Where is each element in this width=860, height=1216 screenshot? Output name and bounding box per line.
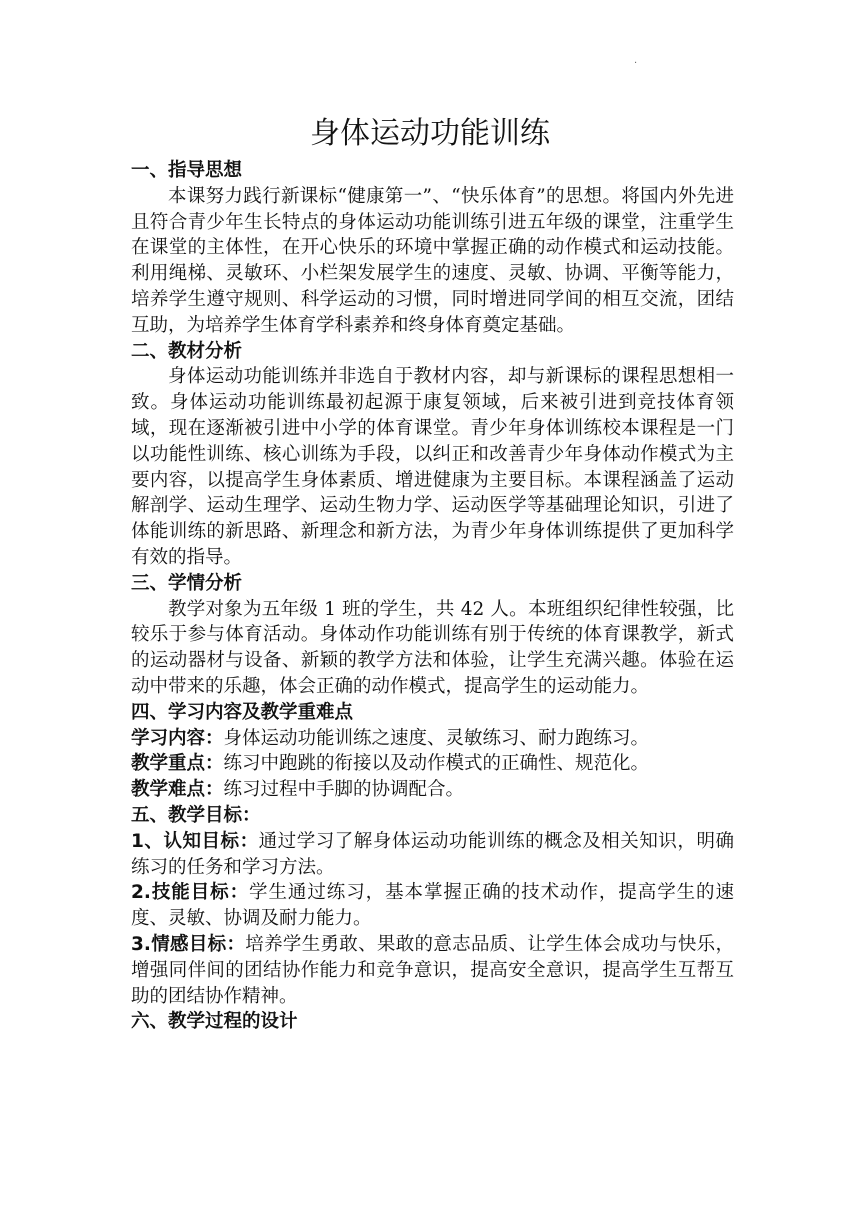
goal-item-label: 3.情感目标： [131, 933, 246, 955]
section-heading-content: 四、学习内容及教学重难点 [131, 701, 354, 723]
section-heading-students: 三、学情分析 [131, 572, 243, 594]
goal-item-affective [131, 932, 734, 1009]
section-heading-goals: 五、教学目标： [131, 804, 261, 826]
content-item-label: 教学重点： [131, 753, 224, 775]
section-heading-process: 六、教学过程的设计 [131, 1011, 298, 1033]
content-item-text: 身体运动功能训练之速度、灵敏练习、耐力跑练习。 [223, 727, 650, 749]
content-item-learning [131, 726, 734, 752]
content-item-label: 教学难点： [131, 779, 224, 801]
section-heading-material: 二、教材分析 [131, 340, 243, 362]
content-item-label: 学习内容： [131, 727, 224, 749]
section-body-students: 教学对象为五年级 1 班的学生，共 42 人。本班组织纪律性较强，比较乐于参与体育活动。身体动作功能训练有别于传统的体育课教学，新式的运动器材与设备、新颖的教学方法和体验，让学生充满兴趣。体验在运动中带来的乐趣，体会正确的动作模式，提高学生的运动能力。 [131, 598, 734, 697]
document-body [131, 158, 734, 1035]
goal-item-label: 1、认知目标： [131, 830, 259, 852]
content-item-text: 练习过程中手脚的协调配合。 [223, 779, 465, 801]
page-corner-mark: · [634, 58, 638, 69]
goal-item-label: 2.技能目标： [131, 882, 250, 904]
section-body-guiding: 本课努力践行新课标“健康第一”、“快乐体育”的思想。将国内外先进且符合青少年生长特点的身体运动功能训练引进五年级的课堂，注重学生在课堂的主体性，在开心快乐的环境中掌握正确的动作模式和运动技能。利用绳梯、灵敏环、小栏架发展学生的速度、灵敏、协调、平衡等能力，培养学生遵守规则、科学运动的习惯，同时增进同学间的相互交流，团结互助，为培养学生体育学科素养和终身体育奠定基础。 [131, 185, 734, 336]
content-item-difficulty [131, 777, 734, 803]
goal-item-text: 培养学生勇敢、果敢的意志品质、让学生体会成功与快乐，增强同伴间的团结协作能力和竞争意识，提高安全意识，提高学生互帮互助的团结协作精神。 [131, 933, 734, 1007]
section-body-material: 身体运动功能训练并非选自于教材内容，却与新课标的课程思想相一致。身体运动功能训练最初起源于康复领域，后来被引进到竞技体育领域，现在逐渐被引进中小学的体育课堂。青少年身体训练校本课程是一门以功能性训练、核心训练为手段，以纠正和改善青少年身体动作模式为主要内容，以提高学生身体素质、增进健康为主要目标。本课程涵盖了运动解剖学、运动生理学、运动生物力学、运动医学等基础理论知识，引进了体能训练的新思路、新理念和新方法，为青少年身体训练提供了更加科学有效的指导。 [131, 366, 734, 568]
content-item-text: 练习中跑跳的衔接以及动作模式的正确性、规范化。 [223, 753, 650, 775]
goal-item-cognitive [131, 829, 734, 881]
section-heading-guiding: 一、指导思想 [131, 160, 243, 181]
goal-item-skill [131, 880, 734, 932]
goal-item-text: 通过学习了解身体运动功能训练的概念及相关知识，明确练习的任务和学习方法。 [131, 830, 734, 878]
goal-item-text: 学生通过练习，基本掌握正确的技术动作，提高学生的速度、灵敏、协调及耐力能力。 [131, 882, 734, 930]
content-item-key-point [131, 751, 734, 777]
document-title: 身体运动功能训练 [310, 116, 550, 151]
